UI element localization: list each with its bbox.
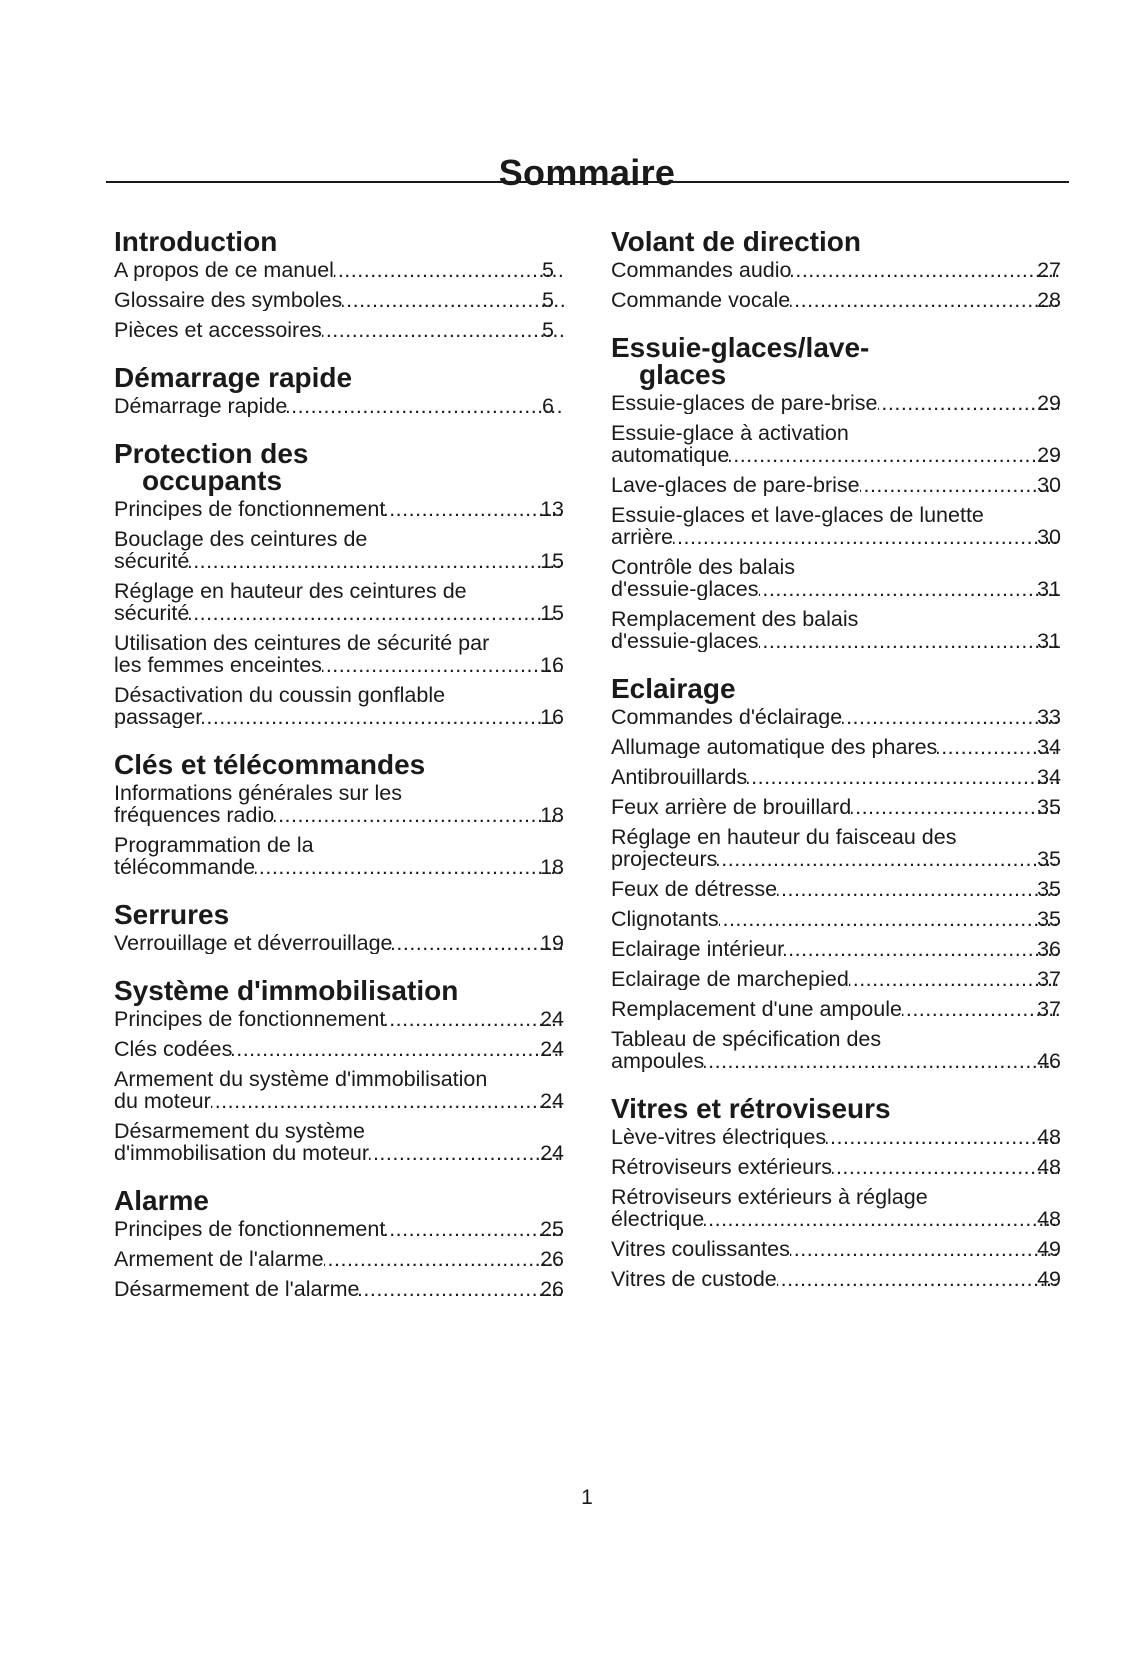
toc-entry-label: Vitres coulissantes bbox=[611, 1238, 790, 1260]
toc-entry[interactable] bbox=[114, 782, 564, 826]
toc-section-eclairage bbox=[611, 675, 1061, 1072]
toc-entry[interactable] bbox=[611, 878, 1061, 900]
toc-entry-label-line: Utilisation des ceintures de sécurité par bbox=[114, 632, 490, 655]
toc-entry[interactable] bbox=[611, 608, 1061, 652]
section-heading-line: Introduction bbox=[114, 226, 278, 257]
toc-entry-label-line: Contrôle des balais bbox=[611, 556, 796, 579]
toc-entry-final-line bbox=[611, 968, 1061, 990]
dot-leader bbox=[202, 706, 562, 728]
toc-entry-page-number: 15 bbox=[540, 601, 564, 624]
section-heading-line: glaces bbox=[639, 359, 727, 390]
toc-entry-final-line bbox=[114, 601, 564, 624]
toc-entry-label: Armement de l'alarme bbox=[114, 1248, 324, 1270]
section-heading bbox=[114, 901, 564, 928]
dot-leader bbox=[704, 1050, 1059, 1072]
toc-entry-final-line: Glossaire des symboles ..... 5 bbox=[136, 289, 564, 311]
toc-entry-page-number: 36 bbox=[1037, 938, 1061, 960]
toc-entry-label: Antibrouillards bbox=[611, 766, 748, 788]
toc-entry-final-line bbox=[611, 908, 1061, 930]
toc-entry[interactable] bbox=[114, 395, 564, 417]
toc-entry-final-line bbox=[611, 736, 1061, 758]
toc-entry-page-number: 18 bbox=[540, 803, 564, 826]
section-heading bbox=[114, 228, 564, 255]
toc-entry[interactable] bbox=[114, 1008, 564, 1030]
toc-entry-page-number: 13 bbox=[540, 498, 564, 520]
toc-entry-label: Principes de fonctionnement bbox=[114, 1218, 386, 1240]
page-title: Sommaire bbox=[498, 152, 676, 194]
toc-entry-final-line bbox=[114, 653, 564, 676]
toc-section-alarme bbox=[114, 1187, 564, 1300]
toc-entry-label: d'immobilisation du moteur bbox=[114, 1141, 370, 1164]
toc-entry-final-line bbox=[611, 1156, 1061, 1178]
toc-entry-page-number: 34 bbox=[1037, 766, 1061, 788]
dot-leader bbox=[359, 1278, 562, 1300]
toc-entry-page-number: 48 bbox=[1037, 1156, 1061, 1178]
toc-entry-label: Allumage automatique des phares bbox=[611, 736, 938, 758]
dot-leader bbox=[902, 998, 1059, 1020]
toc-entry-label-line: Essuie-glace à activation bbox=[611, 422, 849, 445]
toc-section-essuie-glaces-lave-glaces bbox=[611, 334, 1061, 652]
toc-entry-label: du moteur bbox=[114, 1089, 211, 1112]
dot-leader bbox=[851, 796, 1059, 818]
toc-entry-final-line bbox=[114, 1218, 564, 1240]
section-heading bbox=[114, 440, 564, 494]
toc-entry-page-number: 18 bbox=[540, 855, 564, 878]
toc-entry-final-line bbox=[114, 803, 564, 826]
toc-entry[interactable] bbox=[114, 932, 564, 954]
toc-section-protection-des-occupants bbox=[114, 440, 564, 728]
toc-entry-final-line bbox=[611, 259, 1061, 281]
section-heading bbox=[114, 364, 564, 391]
dot-leader bbox=[790, 1238, 1059, 1260]
toc-entry-page-number: 49 bbox=[1037, 1268, 1061, 1290]
toc-entry-label: Eclairage de marchepied bbox=[611, 968, 849, 990]
toc-entry-page-number: 27 bbox=[1037, 259, 1061, 281]
toc-entry-label: Feux de détresse bbox=[611, 878, 778, 900]
toc-entry-label: Principes de fonctionnement bbox=[114, 1008, 386, 1030]
toc-section-volant-de-direction bbox=[611, 228, 1061, 311]
toc-entry-page-number: 24 bbox=[540, 1089, 564, 1112]
toc-entry-page-number: 24 bbox=[540, 1038, 564, 1060]
section-heading-line: Volant de direction bbox=[611, 226, 861, 257]
dot-leader bbox=[385, 1218, 562, 1240]
section-heading-line: Système d'immobilisation bbox=[114, 975, 459, 1006]
toc-entry-label: les femmes enceintes bbox=[114, 653, 322, 676]
toc-entry-page-number: 48 bbox=[1037, 1207, 1061, 1230]
dot-leader bbox=[287, 395, 564, 417]
toc-entry-label-line: Désactivation du coussin gonflable bbox=[114, 684, 446, 707]
toc-entry-page-number: 48 bbox=[1037, 1126, 1061, 1148]
toc-entry[interactable] bbox=[611, 908, 1061, 930]
dot-leader bbox=[369, 1142, 562, 1164]
dot-leader bbox=[189, 550, 562, 572]
section-heading bbox=[611, 228, 1061, 255]
section-heading bbox=[611, 334, 1061, 388]
toc-entry-final-line bbox=[114, 932, 564, 954]
toc-entry-final-line bbox=[611, 577, 1061, 600]
toc-entry-label: Verrouillage et déverrouillage bbox=[114, 932, 393, 954]
toc-entry-label: Feux arrière de brouillard bbox=[611, 796, 852, 818]
toc-entry-label: électrique bbox=[611, 1207, 705, 1230]
toc-entry-page-number: 30 bbox=[1037, 525, 1061, 548]
dot-leader bbox=[878, 392, 1060, 414]
toc-entry-final-line bbox=[114, 1089, 564, 1112]
toc-entry-label: Eclairage intérieur bbox=[611, 938, 785, 960]
dot-leader bbox=[322, 319, 564, 341]
toc-entry-label: Clignotants bbox=[611, 908, 719, 930]
dot-leader bbox=[322, 654, 562, 676]
dot-leader bbox=[777, 878, 1059, 900]
toc-column-left bbox=[114, 228, 564, 1323]
toc-entry-label-line: Réglage en hauteur des ceintures de bbox=[114, 580, 467, 603]
toc-entry-page-number: 31 bbox=[1037, 629, 1061, 652]
toc-entry-label: sécurité bbox=[114, 549, 190, 572]
toc-entry[interactable] bbox=[114, 580, 564, 624]
toc-entry[interactable] bbox=[611, 422, 1061, 466]
section-heading bbox=[114, 1187, 564, 1214]
section-heading-line: Alarme bbox=[114, 1185, 209, 1216]
toc-entry-final-line bbox=[611, 1268, 1061, 1290]
toc-entry[interactable] bbox=[611, 504, 1061, 548]
toc-entry-final-line bbox=[114, 549, 564, 572]
toc-entry-label-line: Remplacement des balais bbox=[611, 608, 859, 631]
toc-entry-page-number: 26 bbox=[540, 1278, 564, 1300]
dot-leader bbox=[791, 259, 1059, 281]
dot-leader bbox=[790, 289, 1059, 311]
toc-entry-label-line: Réglage en hauteur du faisceau des bbox=[611, 826, 957, 849]
toc-entry-page-number: 37 bbox=[1037, 998, 1061, 1020]
toc-entry-final-line bbox=[611, 525, 1061, 548]
toc-entry-page-number: 33 bbox=[1037, 706, 1061, 728]
toc-entry-page-number: 28 bbox=[1037, 289, 1061, 311]
toc-entry-final-line bbox=[611, 998, 1061, 1020]
toc-entry-final-line bbox=[114, 1008, 564, 1030]
toc-section-demarrage-rapide bbox=[114, 364, 564, 417]
toc-entry-final-line bbox=[114, 855, 564, 878]
dot-leader bbox=[211, 1090, 562, 1112]
toc-entry-final-line: A propos de ce manuel ..... 5 bbox=[136, 259, 564, 281]
dot-leader bbox=[255, 856, 562, 878]
toc-entry[interactable] bbox=[114, 1068, 564, 1112]
toc-entry-label: Commandes audio bbox=[611, 259, 792, 281]
toc-entry-final-line bbox=[611, 1207, 1061, 1230]
toc-entry[interactable] bbox=[114, 259, 564, 281]
toc-entry[interactable] bbox=[611, 259, 1061, 281]
toc-entry-page-number: 19 bbox=[540, 932, 564, 954]
toc-entry-final-line bbox=[611, 1049, 1061, 1072]
toc-entry[interactable] bbox=[114, 684, 564, 728]
toc-entry[interactable] bbox=[611, 968, 1061, 990]
toc-entry-page-number: 35 bbox=[1037, 878, 1061, 900]
dot-leader bbox=[832, 1156, 1059, 1178]
toc-entry-final-line bbox=[611, 1126, 1061, 1148]
dot-leader bbox=[324, 1248, 562, 1270]
section-heading bbox=[611, 1095, 1061, 1122]
toc-entry[interactable] bbox=[114, 632, 564, 676]
toc-entry-label: d'essuie-glaces bbox=[611, 629, 759, 652]
toc-entry-page-number: 35 bbox=[1037, 847, 1061, 870]
toc-entry-label: Commande vocale bbox=[611, 289, 791, 311]
toc-entry-final-line bbox=[611, 878, 1061, 900]
section-heading-line: Essuie-glaces/lave- bbox=[611, 332, 870, 363]
toc-entry[interactable] bbox=[114, 498, 564, 520]
toc-entry-page-number: 35 bbox=[1037, 796, 1061, 818]
section-heading bbox=[114, 977, 564, 1004]
dot-leader bbox=[334, 259, 564, 281]
section-heading-line: Démarrage rapide bbox=[114, 362, 353, 393]
toc-entry-label: arrière bbox=[611, 525, 674, 548]
toc-entry-page-number: 31 bbox=[1037, 577, 1061, 600]
toc-entry[interactable] bbox=[114, 1038, 564, 1060]
toc-entry-page-number: 25 bbox=[540, 1218, 564, 1240]
toc-entry-label: Clés codées bbox=[114, 1038, 233, 1060]
dot-leader bbox=[274, 804, 562, 826]
toc-entry-label: Vitres de custode bbox=[611, 1268, 777, 1290]
toc-entry-final-line bbox=[611, 443, 1061, 466]
page-number: 1 bbox=[581, 1486, 593, 1509]
toc-entry[interactable] bbox=[611, 1268, 1061, 1290]
toc-entry-label: Lave-glaces de pare-brise bbox=[611, 474, 860, 496]
toc-entry-label-line: Informations générales sur les bbox=[114, 782, 403, 805]
toc-entry[interactable] bbox=[611, 1126, 1061, 1148]
toc-entry-label: fréquences radio bbox=[114, 803, 275, 826]
toc-entry-label: Essuie-glaces de pare-brise bbox=[611, 392, 878, 414]
toc-entry[interactable] bbox=[611, 556, 1061, 600]
toc-entry-label-line: Programmation de la bbox=[114, 834, 314, 857]
toc-entry-page-number: 49 bbox=[1037, 1238, 1061, 1260]
toc-entry-final-line bbox=[611, 847, 1061, 870]
toc-entry-final-line bbox=[611, 289, 1061, 311]
title-divider bbox=[106, 181, 1069, 183]
toc-entry[interactable] bbox=[114, 834, 564, 878]
toc-entry-final-line bbox=[114, 1248, 564, 1270]
toc-entry[interactable] bbox=[611, 938, 1061, 960]
toc-entry[interactable] bbox=[114, 1248, 564, 1270]
toc-entry[interactable] bbox=[114, 319, 564, 341]
toc-entry-label-line: Bouclage des ceintures de bbox=[114, 528, 368, 551]
section-heading-line: occupants bbox=[142, 465, 283, 496]
dot-leader bbox=[784, 938, 1059, 960]
toc-entry[interactable] bbox=[611, 706, 1061, 728]
toc-entry[interactable] bbox=[114, 1218, 564, 1240]
dot-leader bbox=[777, 1268, 1059, 1290]
dot-leader bbox=[719, 908, 1060, 930]
toc-entry-page-number: 26 bbox=[540, 1248, 564, 1270]
toc-entry[interactable] bbox=[114, 289, 564, 311]
dot-leader bbox=[729, 444, 1059, 466]
toc-entry-final-line bbox=[611, 938, 1061, 960]
toc-entry-label: ampoules bbox=[611, 1049, 705, 1072]
toc-entry-label: Pièces et accessoires bbox=[114, 319, 322, 341]
toc-entry-final-line bbox=[114, 705, 564, 728]
dot-leader bbox=[385, 498, 562, 520]
dot-leader bbox=[717, 848, 1059, 870]
toc-entry[interactable] bbox=[611, 1186, 1061, 1230]
section-heading-line: Protection des bbox=[114, 438, 309, 469]
toc-entry-label-line: Désarmement du système bbox=[114, 1120, 365, 1143]
toc-entry-final-line: Démarrage rapide ..... 6 bbox=[136, 395, 564, 417]
toc-entry-label-line: Rétroviseurs extérieurs à réglage bbox=[611, 1186, 928, 1209]
toc-entry-label: sécurité bbox=[114, 601, 190, 624]
toc-entry-final-line: Pièces et accessoires ..... 5 bbox=[136, 319, 564, 341]
toc-entry-final-line bbox=[611, 474, 1061, 496]
dot-leader bbox=[759, 630, 1060, 652]
toc-entry-page-number: 24 bbox=[540, 1141, 564, 1164]
toc-entry-final-line bbox=[114, 1278, 564, 1300]
toc-entry-page-number: 16 bbox=[540, 705, 564, 728]
toc-section-cles-et-telecommandes bbox=[114, 751, 564, 878]
toc-entry-final-line bbox=[611, 1238, 1061, 1260]
toc-entry[interactable] bbox=[611, 796, 1061, 818]
dot-leader bbox=[759, 578, 1060, 600]
toc-entry[interactable] bbox=[611, 736, 1061, 758]
toc-entry[interactable] bbox=[114, 528, 564, 572]
toc-entry[interactable] bbox=[611, 826, 1061, 870]
dot-leader bbox=[747, 766, 1059, 788]
section-heading bbox=[114, 751, 564, 778]
toc-entry-page-number: 35 bbox=[1037, 908, 1061, 930]
dot-leader bbox=[385, 1008, 562, 1030]
toc-entry-label: A propos de ce manuel bbox=[114, 259, 334, 281]
toc-entry-final-line bbox=[114, 1038, 564, 1060]
toc-column-right bbox=[611, 228, 1061, 1313]
toc-entry-page-number: 37 bbox=[1037, 968, 1061, 990]
toc-section-serrures bbox=[114, 901, 564, 954]
toc-entry-final-line bbox=[611, 706, 1061, 728]
toc-entry-label-line: Armement du système d'immobilisation bbox=[114, 1068, 488, 1091]
toc-entry[interactable] bbox=[114, 1278, 564, 1300]
toc-entry-label: télécommande bbox=[114, 855, 256, 878]
toc-entry-page-number: 24 bbox=[540, 1008, 564, 1030]
toc-entry[interactable] bbox=[611, 1238, 1061, 1260]
toc-entry-label: projecteurs bbox=[611, 847, 718, 870]
section-heading-line: Serrures bbox=[114, 899, 230, 930]
toc-entry-label: Remplacement d'une ampoule bbox=[611, 998, 902, 1020]
section-heading-line: Vitres et rétroviseurs bbox=[611, 1093, 891, 1124]
toc-entry-label: Désarmement de l'alarme bbox=[114, 1278, 360, 1300]
toc-entry-final-line bbox=[611, 766, 1061, 788]
section-heading-line: Clés et télécommandes bbox=[114, 749, 426, 780]
toc-entry-page-number: 16 bbox=[540, 653, 564, 676]
toc-entry-label: Rétroviseurs extérieurs bbox=[611, 1156, 833, 1178]
toc-entry-label: Démarrage rapide bbox=[114, 395, 288, 417]
toc-entry-label: automatique bbox=[611, 443, 730, 466]
toc-entry[interactable] bbox=[611, 289, 1061, 311]
toc-entry-label: Principes de fonctionnement bbox=[114, 498, 386, 520]
dot-leader bbox=[392, 932, 562, 954]
dot-leader bbox=[232, 1038, 562, 1060]
toc-entry-final-line bbox=[611, 629, 1061, 652]
toc-entry-final-line bbox=[611, 392, 1061, 414]
toc-entry-label-line: Tableau de spécification des bbox=[611, 1028, 882, 1051]
dot-leader bbox=[860, 474, 1059, 496]
toc-entry[interactable] bbox=[611, 1028, 1061, 1072]
toc-entry-page-number: 34 bbox=[1037, 736, 1061, 758]
toc-entry[interactable] bbox=[114, 1120, 564, 1164]
section-heading-line: Eclairage bbox=[611, 673, 736, 704]
toc-entry-label: Commandes d'éclairage bbox=[611, 706, 843, 728]
dot-leader bbox=[849, 968, 1059, 990]
toc-entry-label-line: Essuie-glaces et lave-glaces de lunette bbox=[611, 504, 984, 527]
dot-leader bbox=[704, 1208, 1059, 1230]
toc-entry-label: Glossaire des symboles bbox=[114, 289, 343, 311]
toc-section-systeme-d-immobilisation bbox=[114, 977, 564, 1164]
toc-entry-label: passager bbox=[114, 705, 203, 728]
toc-entry-label: d'essuie-glaces bbox=[611, 577, 759, 600]
toc-section-vitres-et-retroviseurs bbox=[611, 1095, 1061, 1290]
dot-leader bbox=[826, 1126, 1059, 1148]
toc-entry[interactable] bbox=[611, 392, 1061, 414]
toc-entry-page-number: 29 bbox=[1037, 392, 1061, 414]
section-heading bbox=[611, 675, 1061, 702]
toc-entry-page-number: 46 bbox=[1037, 1049, 1061, 1072]
toc-entry[interactable] bbox=[611, 1156, 1061, 1178]
toc-entry-final-line bbox=[114, 498, 564, 520]
dot-leader bbox=[842, 706, 1059, 728]
toc-entry[interactable] bbox=[611, 766, 1061, 788]
toc-entry-page-number: 30 bbox=[1037, 474, 1061, 496]
toc-entry-page-number: 15 bbox=[540, 549, 564, 572]
toc-entry-final-line bbox=[611, 796, 1061, 818]
dot-leader bbox=[189, 602, 562, 624]
toc-entry[interactable] bbox=[611, 474, 1061, 496]
toc-entry-final-line bbox=[114, 1141, 564, 1164]
dot-leader bbox=[673, 526, 1059, 548]
toc-entry-page-number: 29 bbox=[1037, 443, 1061, 466]
toc-entry[interactable] bbox=[611, 998, 1061, 1020]
dot-leader bbox=[342, 289, 564, 311]
toc-section-introduction bbox=[114, 228, 564, 341]
toc-entry-label: Lève-vitres électriques bbox=[611, 1126, 827, 1148]
